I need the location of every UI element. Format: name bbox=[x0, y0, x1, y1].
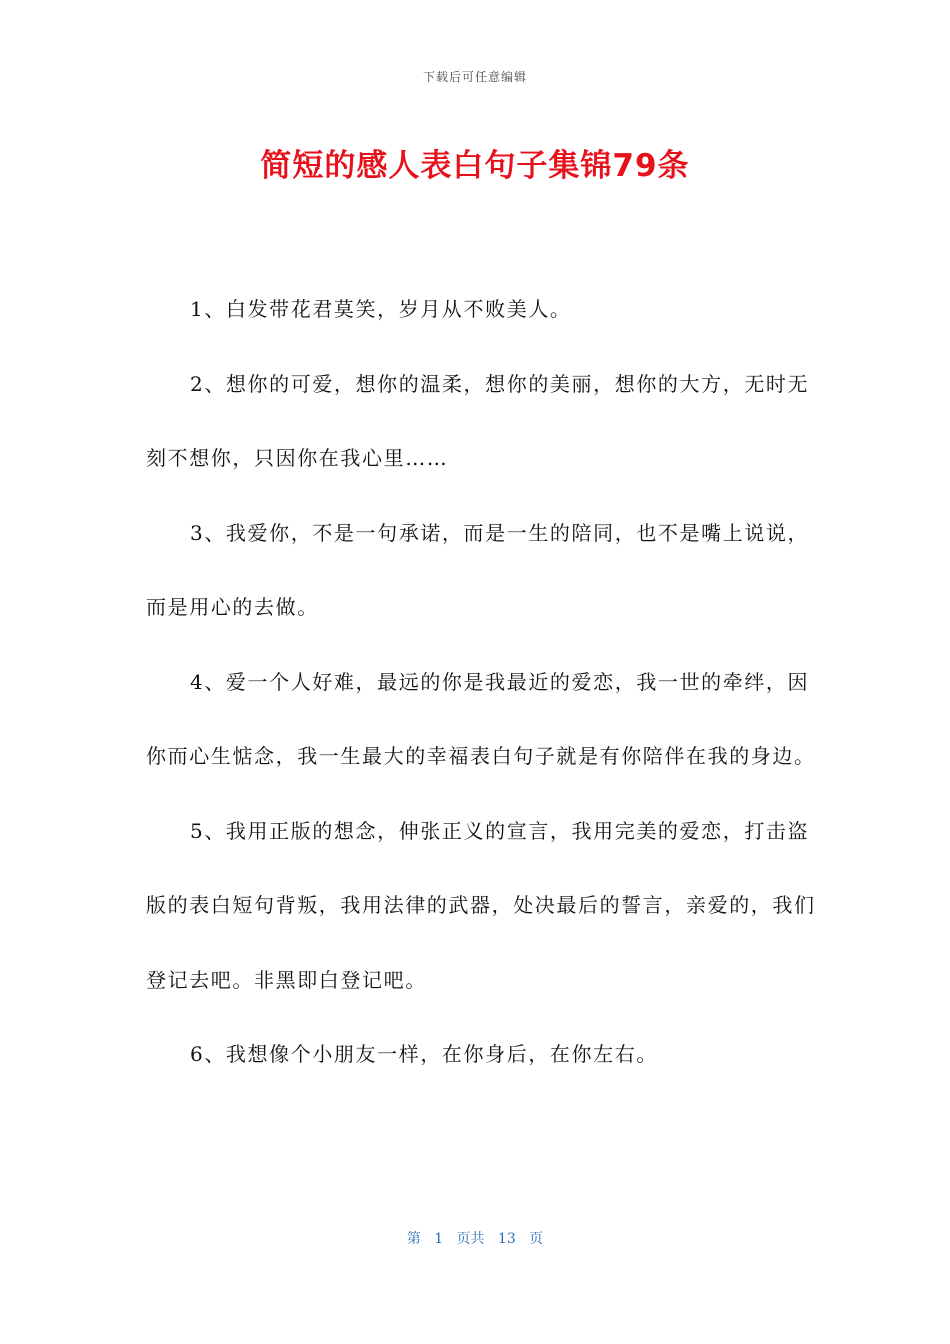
document-body bbox=[146, 272, 818, 1092]
paragraph-5: 5、我用正版的想念，伸张正义的宣言，我用完美的爱恋，打击盗版的表白短句背叛，我用法律的武器，处决最后的誓言，亲爱的，我们登记去吧。非黑即白登记吧。 bbox=[146, 818, 816, 992]
page-footer bbox=[0, 1228, 950, 1248]
page-label-suffix: 页 bbox=[529, 1231, 544, 1247]
paragraph-1: 1、白发带花君莫笑，岁月从不败美人。 bbox=[190, 297, 572, 321]
page-label-prefix: 第 bbox=[406, 1231, 421, 1247]
total-page-count: 13 bbox=[497, 1231, 516, 1247]
document-title: 简短的感人表白句子集锦79条 bbox=[260, 148, 690, 184]
page-label-mid: 页共 bbox=[456, 1231, 485, 1247]
paragraph-6: 6、我想像个小朋友一样，在你身后，在你左右。 bbox=[190, 1042, 658, 1066]
current-page-number: 1 bbox=[434, 1231, 444, 1247]
paragraph-3: 3、我爱你，不是一句承诺，而是一生的陪同，也不是嘴上说说，而是用心的去做。 bbox=[146, 520, 810, 619]
paragraph-4: 4、爱一个人好难，最远的你是我最近的爱恋，我一世的牵绊，因你而心生惦念，我一生最大的幸福表白句子就是有你陪伴在我的身边。 bbox=[146, 669, 816, 768]
paragraph-2: 2、想你的可爱，想你的温柔，想你的美丽，想你的大方，无时无刻不想你，只因你在我心里…… bbox=[146, 371, 810, 470]
header-note: 下载后可任意编辑 bbox=[422, 70, 527, 84]
